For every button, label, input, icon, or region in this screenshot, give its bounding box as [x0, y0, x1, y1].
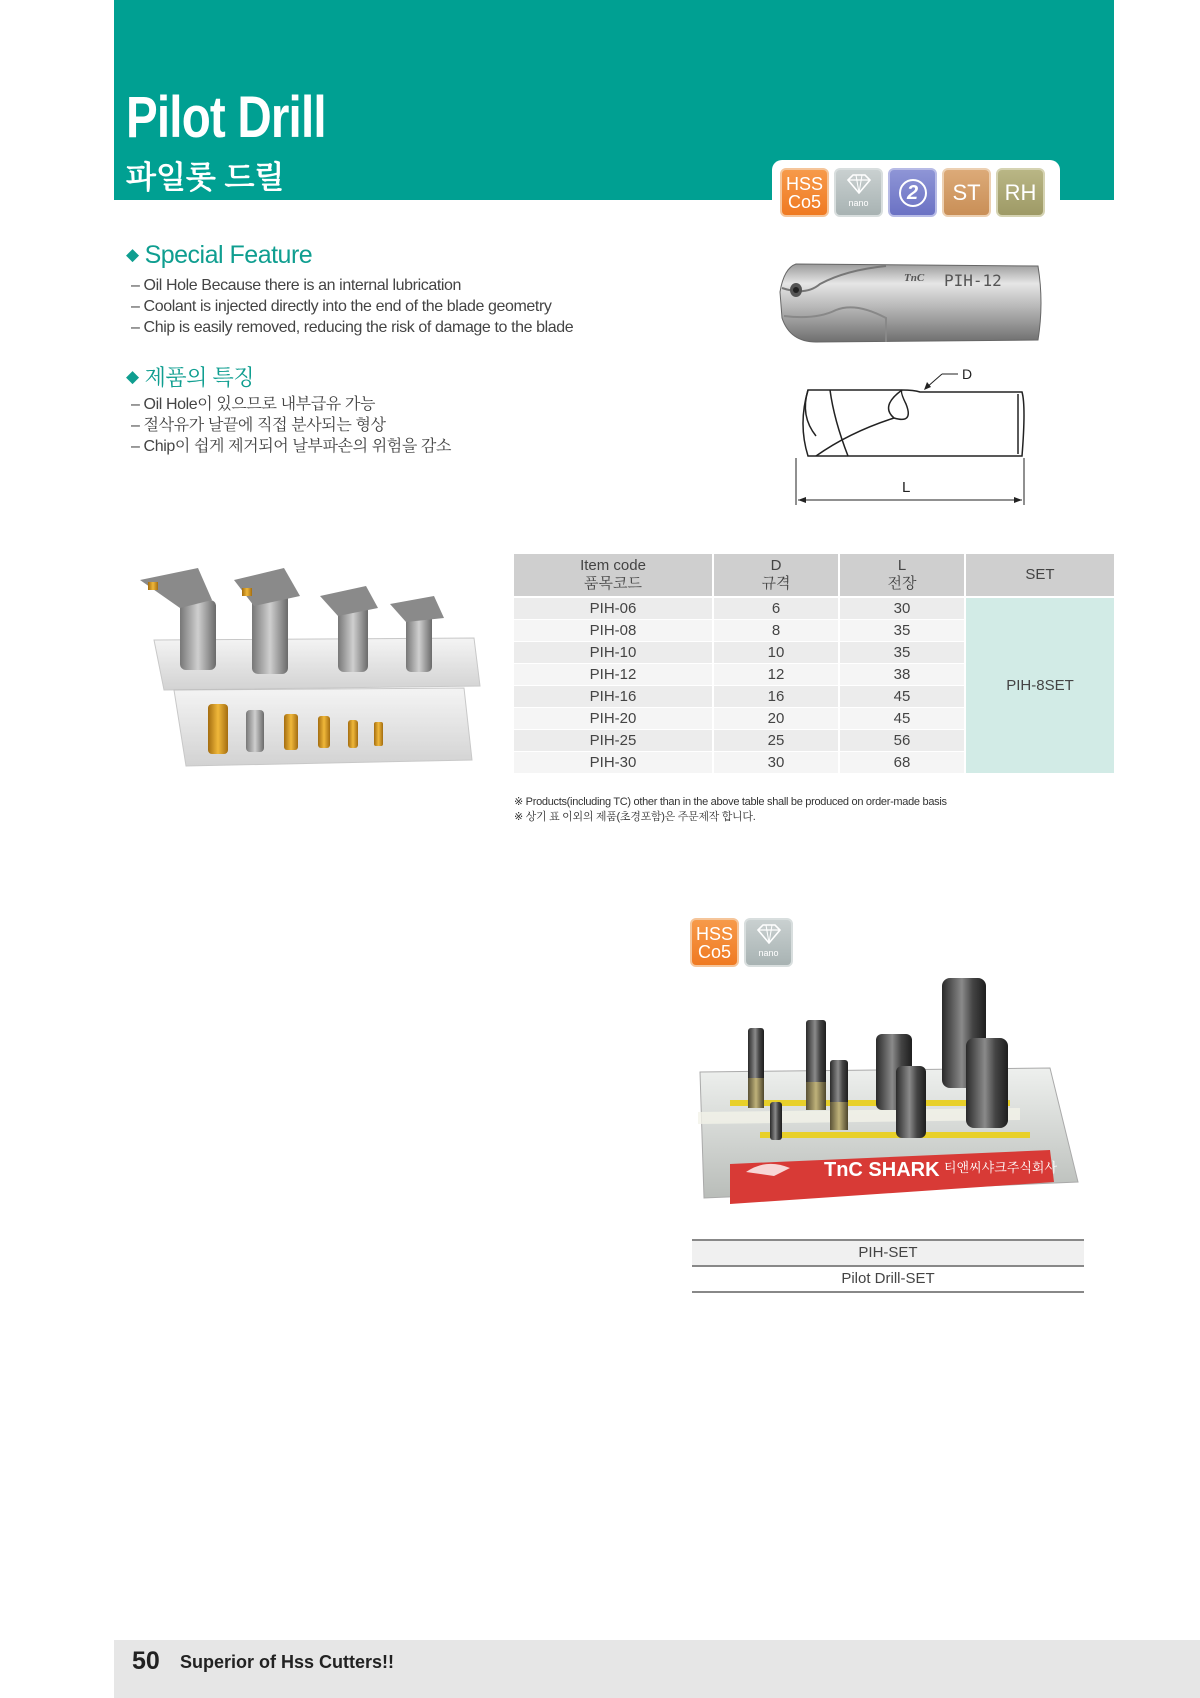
header-code-en: Item code [580, 557, 646, 574]
list-item: – 절삭유가 날끝에 직접 분사되는 형상 [131, 417, 386, 434]
diameter-label: D [962, 366, 973, 382]
diamond-icon [754, 924, 784, 944]
straight-shank-badge-icon [942, 168, 991, 217]
table-row [514, 597, 1114, 620]
length-label: L [902, 479, 911, 496]
table-header-row [514, 554, 1114, 597]
page-title: Pilot Drill [126, 85, 326, 150]
cell-code: PIH-06 [514, 597, 713, 620]
cell-code: PIH-12 [514, 664, 713, 686]
cell-l: 45 [839, 686, 965, 708]
cell-d: 12 [713, 664, 839, 686]
feature-badges-panel [772, 160, 1060, 228]
header-set: SET [965, 554, 1114, 597]
badge-line1: HSS [695, 923, 733, 944]
two-flute-badge-icon [888, 168, 937, 217]
header-length [839, 554, 965, 597]
cell-code: PIH-10 [514, 642, 713, 664]
badge-label: 2 [899, 179, 927, 207]
cell-code: PIH-20 [514, 708, 713, 730]
drill-brand-text: TnC [904, 272, 925, 284]
footer-slogan: Superior of Hss Cutters!! [180, 1652, 395, 1672]
drill-set-photo [690, 972, 1086, 1220]
header-l-kr: 전장 [887, 575, 917, 592]
special-feature-title: Special Feature [144, 241, 313, 269]
list-item: – Chip is easily removed, reducing the risk of damage to the blade [131, 319, 574, 336]
badge-line2: Co5 [787, 191, 822, 212]
cell-d: 6 [713, 597, 839, 620]
set-caption-name: Pilot Drill-SET [692, 1267, 1084, 1293]
cell-d: 16 [713, 686, 839, 708]
hss-co5-badge-icon [690, 918, 739, 967]
page-subtitle: 파일롯 드릴 [126, 160, 285, 195]
header-item-code [514, 554, 713, 597]
cell-code: PIH-08 [514, 620, 713, 642]
cell-l: 68 [839, 752, 965, 774]
special-feature-heading [126, 241, 312, 270]
header-l-en: L [897, 557, 907, 574]
table-note-kr: ※ 상기 표 이외의 제품(초경포함)은 주문제작 합니다. [514, 811, 756, 823]
cell-d: 10 [713, 642, 839, 664]
cell-set: PIH-8SET [965, 597, 1114, 774]
spec-table [514, 554, 1114, 774]
cell-d: 20 [713, 708, 839, 730]
nano-diamond-badge-icon [834, 168, 883, 217]
cell-l: 56 [839, 730, 965, 752]
header-code-kr: 품목코드 [584, 575, 642, 592]
list-item: – Chip이 쉽게 제거되어 날부파손의 위험을 감소 [131, 438, 452, 455]
drill-engraving-text: PIH-12 [944, 271, 1002, 290]
cell-d: 25 [713, 730, 839, 752]
badge-label: nano [848, 197, 869, 208]
hss-co5-badge-icon [780, 168, 829, 217]
cell-code: PIH-25 [514, 730, 713, 752]
holder-set-photo [134, 560, 484, 780]
badge-line1: HSS [785, 173, 823, 194]
special-feature-list [131, 275, 573, 338]
nano-diamond-badge-icon [744, 918, 793, 967]
header-d-kr: 규격 [761, 575, 791, 592]
header-d-en: D [770, 557, 782, 574]
badge-label: RH [1004, 179, 1037, 205]
header-diameter [713, 554, 839, 597]
product-feature-kr-list [131, 394, 451, 457]
diamond-bullet-icon: ◆ [126, 367, 139, 386]
product-feature-kr-title: 제품의 특징 [144, 365, 254, 390]
dimension-diagram [790, 360, 1030, 510]
table-note-en: ※ Products(including TC) other than in the above table shall be produced on order-made basis [514, 796, 947, 808]
set-company-text: 티앤씨샤크주식회사 [944, 1161, 1058, 1176]
set-caption-code: PIH-SET [692, 1239, 1084, 1267]
cell-l: 35 [839, 642, 965, 664]
right-hand-badge-icon [996, 168, 1045, 217]
cell-l: 45 [839, 708, 965, 730]
list-item: – Oil Hole이 있으므로 내부급유 가능 [131, 396, 376, 413]
set-badges [690, 918, 793, 967]
badge-line2: Co5 [697, 941, 732, 962]
badge-label: ST [952, 179, 981, 205]
cell-l: 35 [839, 620, 965, 642]
cell-l: 30 [839, 597, 965, 620]
list-item: – Coolant is injected directly into the end of the blade geometry [131, 298, 552, 315]
product-feature-kr-heading [126, 361, 254, 392]
cell-code: PIH-30 [514, 752, 713, 774]
pilot-drill-photo [776, 258, 1044, 348]
cell-d: 8 [713, 620, 839, 642]
page-number: 50 [132, 1647, 160, 1675]
diamond-icon [844, 174, 874, 194]
list-item: – Oil Hole Because there is an internal lubrication [131, 277, 462, 294]
cell-d: 30 [713, 752, 839, 774]
set-caption-table [692, 1239, 1084, 1293]
cell-code: PIH-16 [514, 686, 713, 708]
diamond-bullet-icon: ◆ [126, 245, 139, 264]
cell-l: 38 [839, 664, 965, 686]
badge-label: nano [758, 947, 779, 958]
set-brand-text: TnC SHARK [824, 1159, 940, 1181]
